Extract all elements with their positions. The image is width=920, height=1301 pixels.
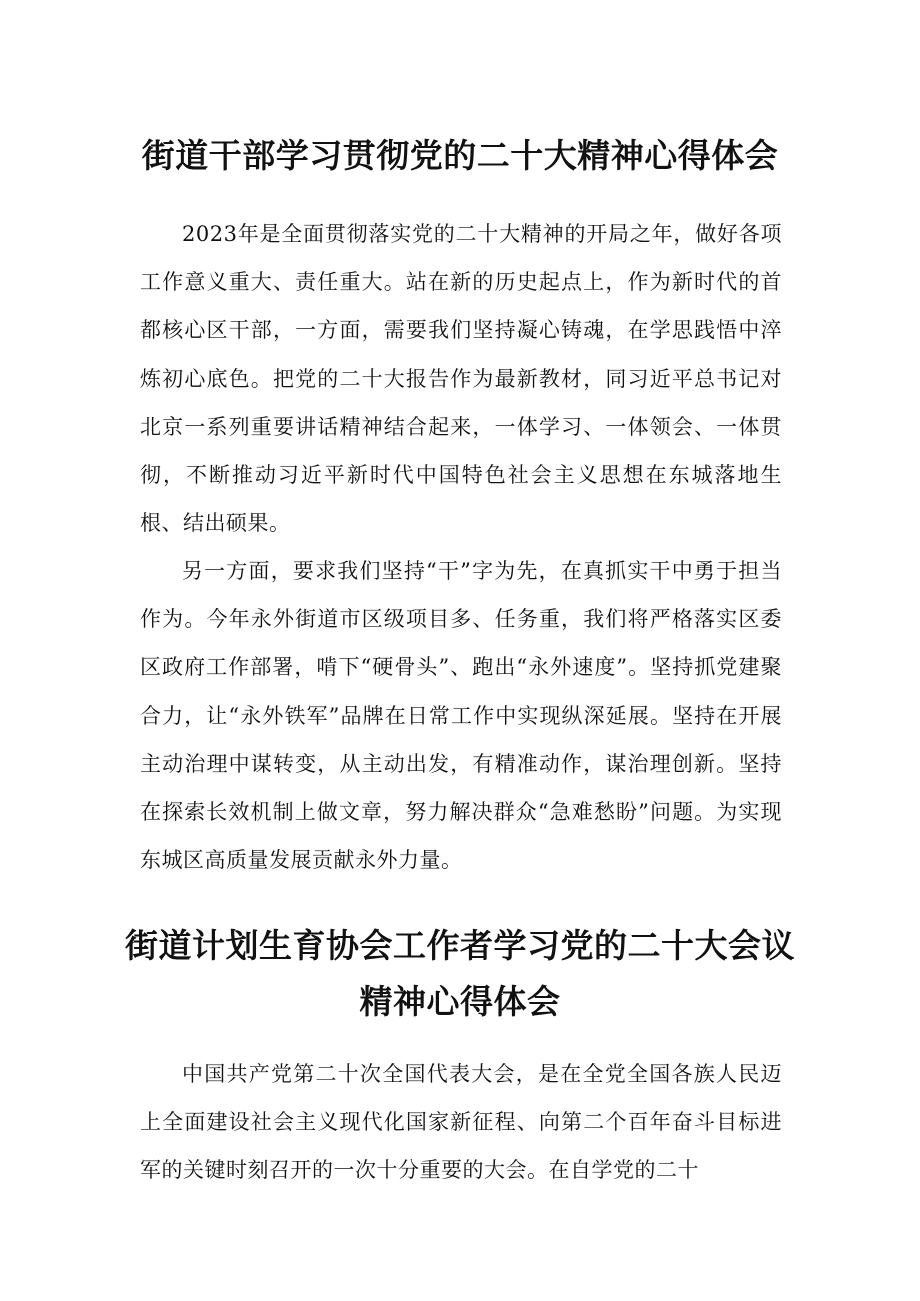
article-title-2: 街道计划生育协会工作者学习党的二十大会议精神心得体会 — [125, 926, 795, 1021]
article-1-paragraph-1: 2023年是全面贯彻落实党的二十大精神的开局之年，做好各项工作意义重大、责任重大。站在新的历史起点上，作为新时代的首都核心区干部，一方面，需要我们坚持凝心铸魂，在学思践悟中淬炼初心底色。把党的二十大报告作为最新教材，同习近平总书记对北京一系列重要讲话精神结合起来，一体学习、一体领会、一体贯彻，不断推动习近平新时代中国特色社会主义思想在东城落地生根、结出硕果。 — [140, 222, 782, 536]
article-title-1: 街道干部学习贯彻党的二十大精神心得体会 — [141, 136, 779, 175]
article-2-paragraph-1: 中国共产党第二十次全国代表大会，是在全党全国各族人民迈上全面建设社会主义现代化国家新征程、向第二个百年奋斗目标进军的关键时刻召开的一次十分重要的大会。在自学党的二十 — [140, 1062, 782, 1183]
article-1-paragraph-2: 另一方面，要求我们坚持“干”字为先，在真抓实干中勇于担当作为。今年永外街道市区级项目多、任务重，我们将严格落实区委区政府工作部署，啃下“硬骨头”、跑出“永外速度”。坚持抓党建聚合力，让“永外铁军”品牌在日常工作中实现纵深延展。坚持在开展主动治理中谋转变，从主动出发，有精准动作，谋治理创新。坚持在探索长效机制上做文章，努力解决群众“急难愁盼”问题。为实现东城区高质量发展贡献永外力量。 — [140, 559, 782, 873]
